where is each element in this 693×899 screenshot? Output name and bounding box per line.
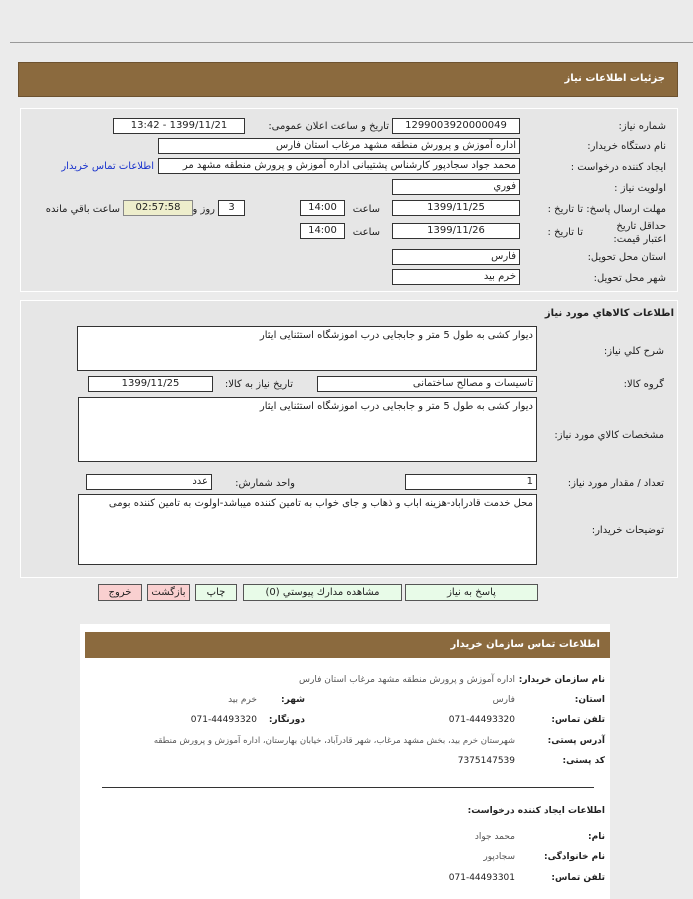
back-button[interactable]: بازگشت	[147, 584, 190, 601]
notes-textarea[interactable]: محل خدمت قادراباد-هزینه اباب و ذهاب و جای خواب به تامین کننده میباشد-اولوت به تامین کننده بومی	[78, 494, 537, 565]
phone-label: تلفن تماس:	[551, 715, 605, 725]
time-remaining-field: 02:57:58	[123, 200, 193, 216]
days-remaining-field: 3	[218, 200, 245, 216]
validity-label: حداقل تاریخ اعتبار قیمت:	[613, 221, 666, 245]
contact-panel	[80, 624, 610, 899]
buyer-label: نام دستگاه خریدار:	[587, 141, 666, 152]
province-label: استان محل تحویل:	[587, 252, 666, 263]
need-number-field: 1299003920000049	[392, 118, 520, 134]
need-date-field: 1399/11/25	[88, 376, 213, 392]
print-button[interactable]: چاپ	[195, 584, 237, 601]
name-label: نام:	[588, 832, 605, 842]
creator-info-title: اطلاعات ایجاد کننده درخواست:	[467, 806, 605, 816]
announce-label: تاریخ و ساعت اعلان عمومی:	[268, 121, 389, 132]
time-remaining-label: ساعت باقي مانده	[45, 204, 120, 215]
group-label: گروه کالا:	[623, 379, 664, 390]
postal-label: کد پستی:	[562, 756, 605, 766]
creator-phone-label: تلفن تماس:	[551, 873, 605, 883]
contact-city-value: خرم بید	[228, 695, 257, 705]
contact-title: اطلاعات تماس سازمان خریدار	[450, 639, 600, 650]
creator-label: ایجاد کننده درخواست :	[570, 162, 666, 173]
contact-province-label: استان:	[574, 695, 605, 705]
days-label: روز و	[192, 204, 215, 215]
validity-to-label: تا تاریخ :	[547, 227, 583, 238]
qty-field: 1	[405, 474, 537, 490]
announce-field: 1399/11/21 - 13:42	[113, 118, 245, 134]
deadline-label: مهلت ارسال پاسخ: تا تاریخ :	[547, 204, 666, 215]
summary-textarea[interactable]: دیوار کشی به طول 5 متر و جابجایی درب اموزشگاه استثنایی ایثار	[77, 326, 537, 371]
family-value: سجادپور	[483, 852, 515, 862]
contact-province-value: فارس	[492, 695, 515, 705]
exit-button[interactable]: خروج	[98, 584, 142, 601]
priority-label: اولویت نیاز :	[614, 183, 666, 194]
contact-city-label: شهر:	[281, 695, 305, 705]
validity-time-label: ساعت	[352, 227, 380, 238]
page-header	[18, 62, 678, 97]
need-date-label: تاریخ نیاز به کالا:	[224, 379, 293, 390]
city-field: خرم بید	[392, 269, 520, 285]
validity-time-field: 14:00	[300, 223, 345, 239]
page-title: جزئیات اطلاعات نیاز	[564, 73, 665, 84]
family-label: نام خانوادگی:	[543, 852, 605, 862]
qty-label: تعداد / مقدار مورد نیاز:	[567, 478, 664, 489]
province-field: فارس	[392, 249, 520, 265]
reply-button[interactable]: پاسخ به نیاز	[405, 584, 538, 601]
validity-date-field: 1399/11/26	[392, 223, 520, 239]
city-label: شهر محل تحویل:	[593, 273, 666, 284]
priority-field: فوري	[392, 179, 520, 195]
need-details-section	[20, 108, 678, 292]
unit-label: واحد شمارش:	[235, 478, 295, 489]
fax-value: 071-44493320	[190, 715, 257, 725]
top-divider	[10, 42, 693, 43]
contact-header	[85, 632, 610, 658]
address-value: شهرستان خرم بید، بخش مشهد مرغاب، شهر قادرآباد، خیابان بهارستان، اداره آموزش و پرورش منطقه	[153, 736, 515, 746]
deadline-time-label: ساعت	[352, 204, 380, 215]
deadline-time-field: 14:00	[300, 200, 345, 216]
org-label: نام سازمان خریدار:	[518, 675, 605, 685]
creator-field: محمد جواد سجادپور کارشناس پشتیبانی اداره آموزش و پرورش منطقه مشهد مر	[158, 158, 520, 174]
address-label: آدرس پستی:	[547, 736, 605, 746]
summary-label: شرح کلي نياز:	[603, 346, 664, 357]
name-value: محمد جواد	[474, 832, 515, 842]
need-number-label: شماره نیاز:	[618, 121, 666, 132]
postal-value: 7375147539	[457, 756, 515, 766]
spec-label: مشخصات کالاي مورد نياز:	[554, 430, 664, 441]
attachments-button[interactable]: مشاهده مدارك پيوستي (0)	[243, 584, 402, 601]
contact-divider	[102, 787, 594, 788]
phone-value: 071-44493320	[448, 715, 515, 725]
deadline-date-field: 1399/11/25	[392, 200, 520, 216]
buyer-field: اداره آموزش و پرورش منطقه مشهد مرغاب استان فارس	[158, 138, 520, 154]
buyer-contact-link[interactable]: اطلاعات تماس خریدار	[61, 161, 154, 172]
notes-label: توضیحات خریدار:	[591, 525, 664, 536]
group-field: تاسیسات و مصالح ساختمانی	[317, 376, 537, 392]
creator-phone-value: 071-44493301	[448, 873, 515, 883]
fax-label: دورنگار:	[268, 715, 305, 725]
spec-textarea[interactable]: دیوار کشی به طول 5 متر و جابجایی درب اموزشگاه استثنایی ایثار	[78, 397, 537, 462]
unit-field: عدد	[86, 474, 212, 490]
goods-section-title: اطلاعات کالاهاي مورد نياز	[544, 308, 674, 319]
org-value: اداره آموزش و پرورش منطقه مشهد مرغاب استان فارس	[299, 675, 515, 685]
